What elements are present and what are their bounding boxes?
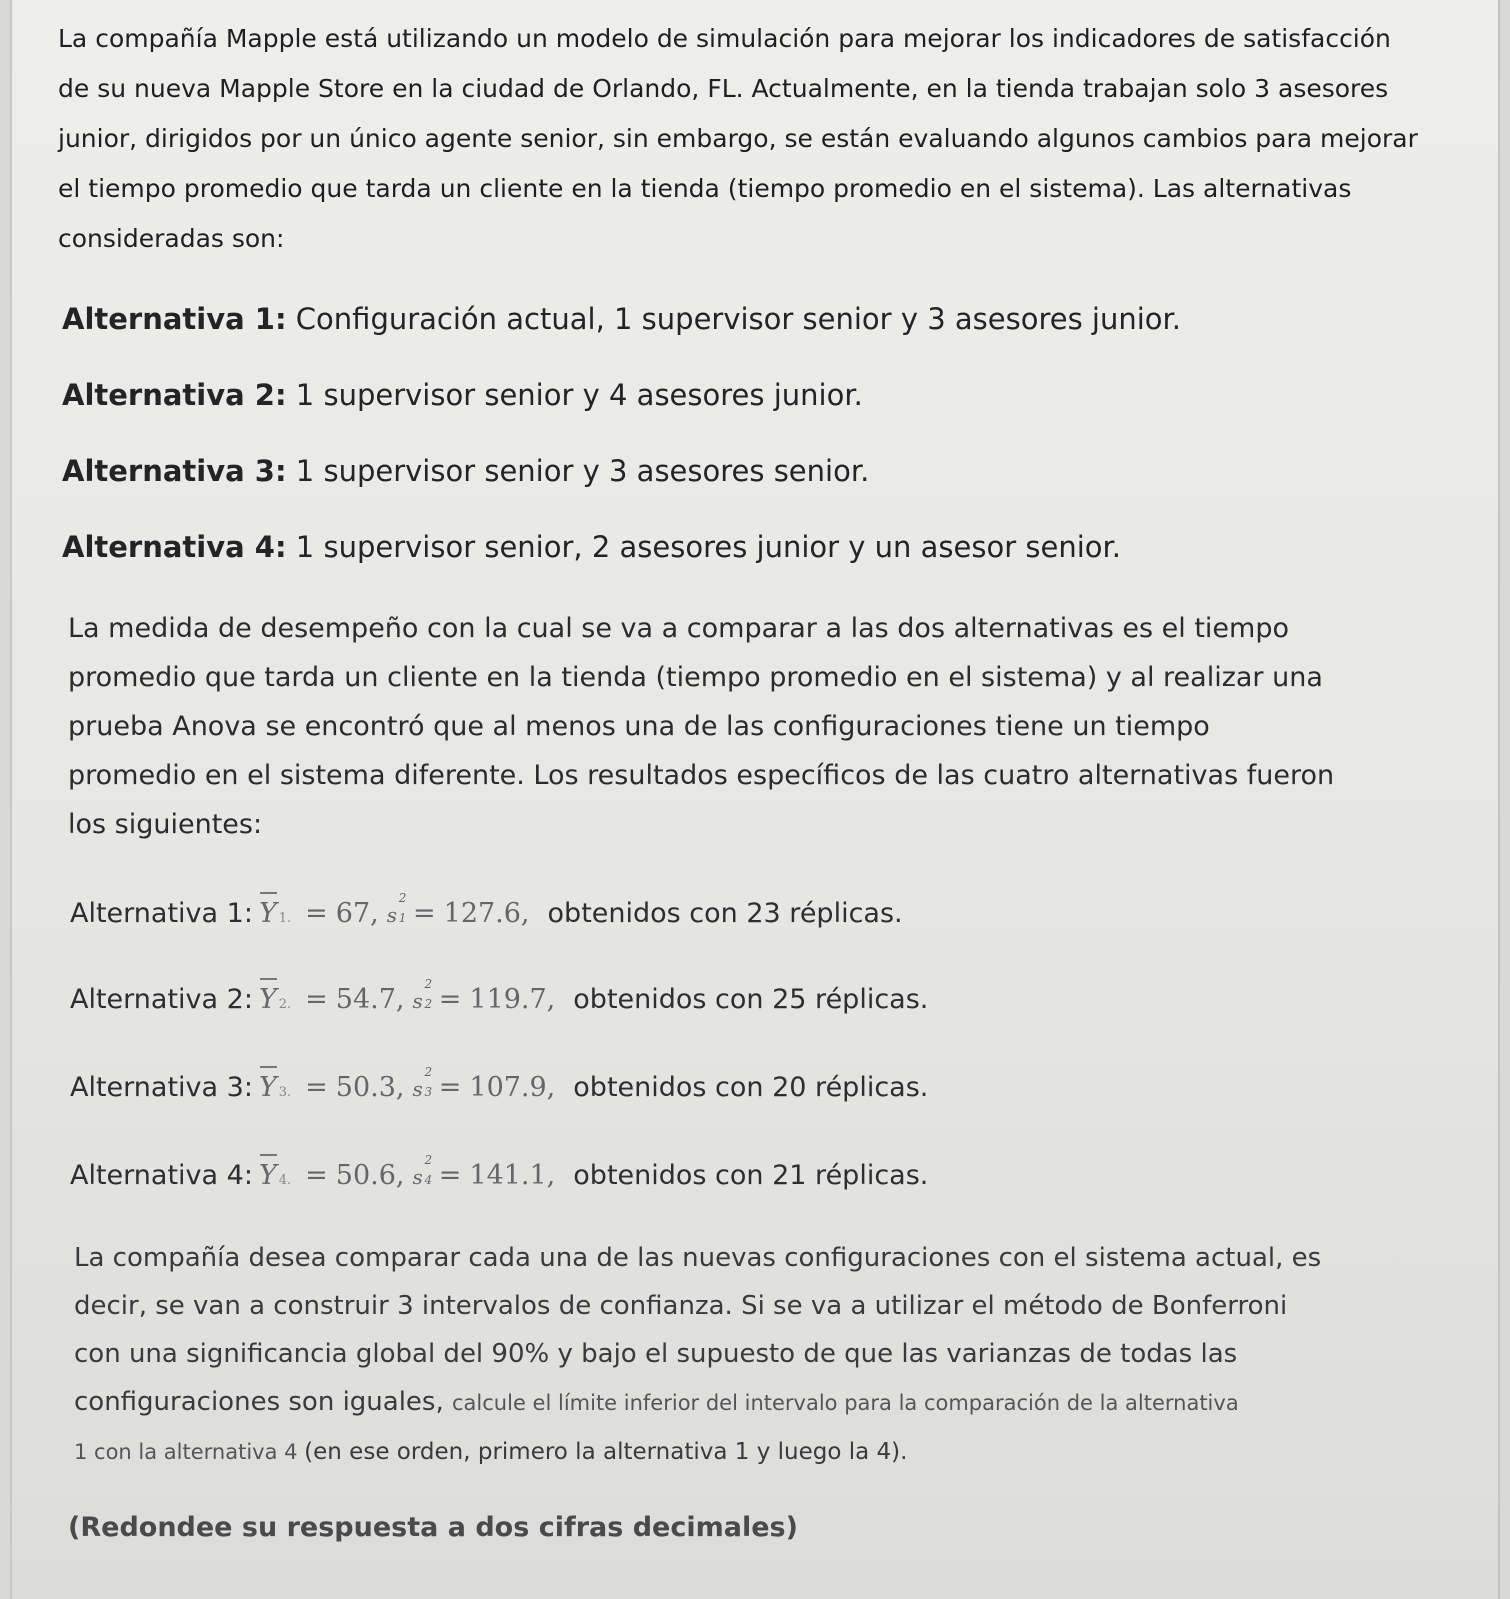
intro-line: de su nueva Mapple Store en la ciudad de Orlando, FL. Actualmente, en la tienda trabajan solo 3 asesores (58, 74, 1389, 103)
mean-symbol: Y (258, 1160, 277, 1191)
document-page (10, 0, 1500, 1599)
equals-sign: = (438, 984, 462, 1015)
mean-subscript: 2. (278, 997, 292, 1012)
variance-symbol: s 2 3 (412, 1065, 433, 1101)
equals-sign: = (438, 1160, 462, 1191)
measure-line: prueba Anova se encontró que al menos una de las configuraciones tiene un tiempo (68, 711, 1210, 742)
result-formula (258, 1153, 556, 1191)
question-line: 1 con la alternativa 4 (en ese orden, primero la alternativa 1 y luego la 4). (74, 1439, 908, 1465)
question-paragraph (74, 1234, 1474, 1476)
result-alternative-4 (70, 1153, 929, 1191)
variance-symbol: s 2 4 (412, 1153, 433, 1189)
alternative-2 (62, 378, 863, 412)
result-formula (258, 1065, 556, 1103)
equals-sign: = (305, 1160, 328, 1191)
intro-line: el tiempo promedio que tarda un cliente en la tienda (tiempo promedio en el sistema). Las alternativas (58, 174, 1352, 203)
alternative-label: Alternativa 4: (62, 530, 287, 564)
result-label: Alternativa 1: (70, 898, 253, 929)
mean-value: 50.3, (335, 1072, 405, 1103)
intro-paragraph (58, 14, 1458, 264)
alternative-label: Alternativa 2: (62, 378, 287, 412)
result-formula (258, 891, 530, 929)
equals-sign: = (438, 1072, 462, 1103)
result-alternative-2 (70, 977, 929, 1015)
variance-value: 119.7, (469, 984, 556, 1015)
result-label: Alternativa 4: (70, 1160, 253, 1191)
question-line: con una significancia global del 90% y bajo el supuesto de que las varianzas de todas las (74, 1339, 1238, 1369)
intro-line: La compañía Mapple está utilizando un modelo de simulación para mejorar los indicadores de satisfacción (58, 24, 1391, 53)
mean-value: 67, (335, 898, 379, 929)
measure-paragraph (68, 604, 1468, 849)
rounding-note: (Redondee su respuesta a dos cifras decimales) (68, 1512, 798, 1543)
equals-sign: = (305, 984, 328, 1015)
question-line: configuraciones son iguales, calcule el límite inferior del intervalo para la comparación de la alternativa (74, 1387, 1239, 1417)
alternative-text: Configuración actual, 1 supervisor senior y 3 asesores junior. (286, 302, 1181, 336)
alternative-label: Alternativa 1: (62, 302, 287, 336)
alternative-label: Alternativa 3: (62, 454, 287, 488)
alternative-text: 1 supervisor senior, 2 asesores junior y un asesor senior. (286, 530, 1121, 564)
result-label: Alternativa 3: (70, 1072, 253, 1103)
result-formula (258, 977, 556, 1015)
result-text: obtenidos con 23 réplicas. (547, 898, 903, 929)
measure-line: los siguientes: (68, 809, 263, 840)
mean-symbol: Y (258, 898, 277, 929)
measure-line: promedio en el sistema diferente. Los resultados específicos de las cuatro alternativas fueron (68, 760, 1335, 791)
variance-symbol: s 2 1 (386, 891, 407, 927)
alternative-3 (62, 454, 869, 488)
intro-line: junior, dirigidos por un único agente senior, sin embargo, se están evaluando algunos cambios para mejorar (58, 124, 1418, 153)
result-alternative-1 (70, 891, 903, 929)
alternative-text: 1 supervisor senior y 4 asesores junior. (286, 378, 863, 412)
mean-subscript: 3. (278, 1085, 292, 1100)
equals-sign: = (413, 898, 436, 929)
result-label: Alternativa 2: (70, 984, 253, 1015)
mean-subscript: 1. (278, 911, 292, 926)
result-alternative-3 (70, 1065, 929, 1103)
mean-symbol: Y (258, 984, 277, 1015)
alternative-1 (62, 302, 1181, 336)
question-line: decir, se van a construir 3 intervalos de confianza. Si se va a utilizar el método de Bonferroni (74, 1291, 1288, 1321)
mean-symbol: Y (258, 1072, 277, 1103)
alternative-4 (62, 530, 1121, 564)
intro-line: consideradas son: (58, 224, 285, 253)
result-text: obtenidos con 21 réplicas. (573, 1160, 929, 1191)
equals-sign: = (305, 1072, 328, 1103)
variance-value: 141.1, (469, 1160, 556, 1191)
question-line: La compañía desea comparar cada una de las nuevas configuraciones con el sistema actual, es (74, 1243, 1322, 1273)
mean-subscript: 4. (278, 1173, 292, 1188)
measure-line: La medida de desempeño con la cual se va a comparar a las dos alternativas es el tiempo (68, 613, 1289, 644)
variance-value: 107.9, (469, 1072, 556, 1103)
equals-sign: = (305, 898, 328, 929)
result-text: obtenidos con 20 réplicas. (573, 1072, 929, 1103)
variance-value: 127.6, (443, 898, 530, 929)
mean-value: 54.7, (335, 984, 405, 1015)
measure-line: promedio que tarda un cliente en la tienda (tiempo promedio en el sistema) y al realizar una (68, 662, 1323, 693)
mean-value: 50.6, (335, 1160, 405, 1191)
result-text: obtenidos con 25 réplicas. (573, 984, 929, 1015)
variance-symbol: s 2 2 (412, 977, 433, 1013)
alternative-text: 1 supervisor senior y 3 asesores senior. (286, 454, 870, 488)
